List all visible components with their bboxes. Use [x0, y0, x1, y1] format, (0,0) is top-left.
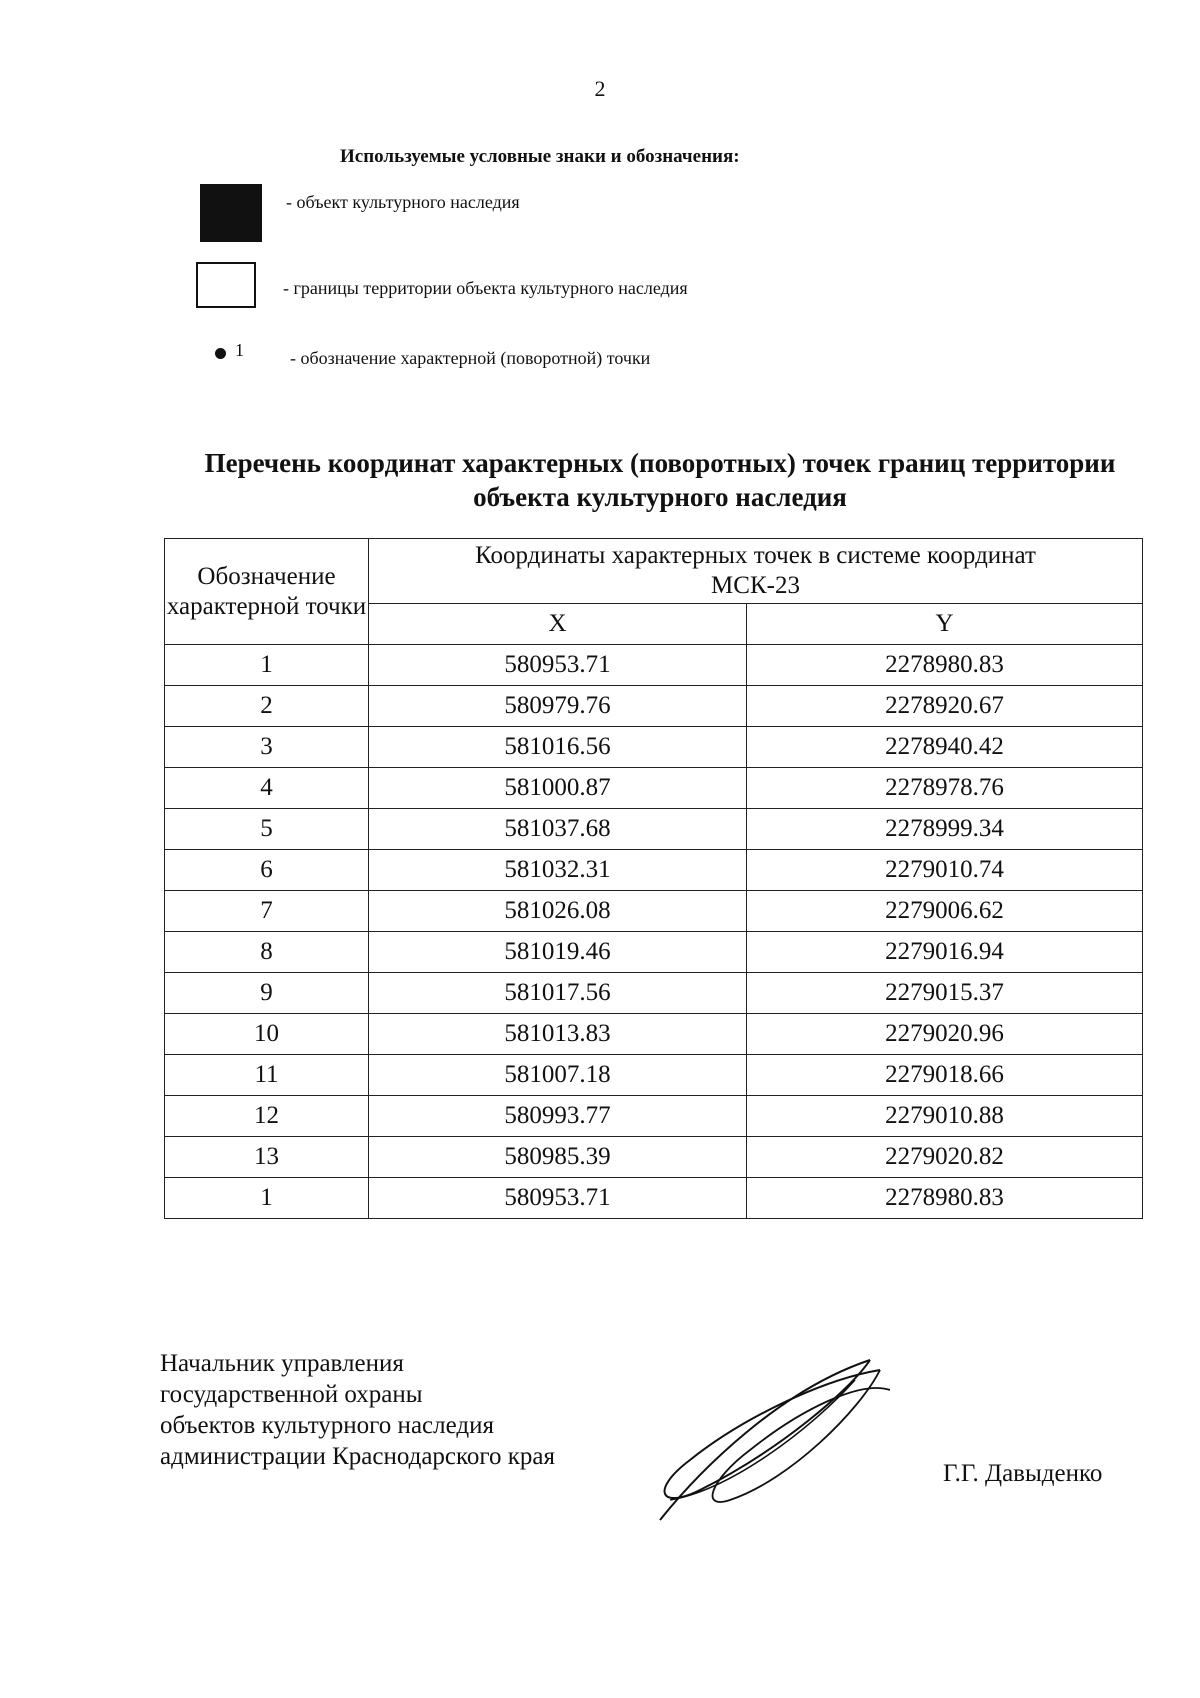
- table-body: [165, 645, 1143, 1219]
- signatory-position-line: Начальник управления: [160, 1350, 404, 1377]
- y-coordinate-cell: 2278940.42: [747, 727, 1143, 768]
- y-coordinate-cell: 2278980.83: [747, 1178, 1143, 1219]
- handwritten-signature: [640, 1350, 900, 1530]
- point-designation-cell: 13: [165, 1137, 369, 1178]
- y-coordinate-cell: 2278920.67: [747, 686, 1143, 727]
- table-header-row: [165, 539, 1143, 604]
- x-coordinate-cell: 581032.31: [369, 850, 747, 891]
- table-row: [165, 1096, 1143, 1137]
- y-coordinate-cell: 2278999.34: [747, 809, 1143, 850]
- table-title: [0, 446, 1200, 514]
- territory-boundary-symbol: [196, 262, 256, 308]
- point-designation-cell: 2: [165, 686, 369, 727]
- heritage-object-symbol: [200, 184, 262, 242]
- signatory-position-line: государственной охраны: [160, 1381, 423, 1408]
- point-designation-cell: 1: [165, 645, 369, 686]
- y-coordinate-cell: 2279015.37: [747, 973, 1143, 1014]
- point-designation-cell: 10: [165, 1014, 369, 1055]
- table-row: [165, 1014, 1143, 1055]
- table-row: [165, 932, 1143, 973]
- point-marker-label: 1: [235, 340, 244, 360]
- header-x: X: [369, 604, 747, 645]
- x-coordinate-cell: 581000.87: [369, 768, 747, 809]
- table-row: [165, 645, 1143, 686]
- point-dot-icon: [215, 348, 226, 359]
- legend-title: Используемые условные знаки и обозначения:: [340, 146, 740, 167]
- table-row: [165, 1137, 1143, 1178]
- x-coordinate-cell: 581019.46: [369, 932, 747, 973]
- y-coordinate-cell: 2278978.76: [747, 768, 1143, 809]
- table-row: [165, 850, 1143, 891]
- header-point-designation: Обозначение характерной точки: [165, 539, 369, 645]
- y-coordinate-cell: 2278980.83: [747, 645, 1143, 686]
- point-designation-cell: 12: [165, 1096, 369, 1137]
- point-designation-cell: 8: [165, 932, 369, 973]
- table-row: [165, 891, 1143, 932]
- table-title-line-1: Перечень координат характерных (поворотных) точек границ территории: [204, 448, 1116, 478]
- header-y: Y: [747, 604, 1143, 645]
- point-designation-cell: 11: [165, 1055, 369, 1096]
- point-designation-cell: 7: [165, 891, 369, 932]
- y-coordinate-cell: 2279016.94: [747, 932, 1143, 973]
- point-designation-cell: 3: [165, 727, 369, 768]
- x-coordinate-cell: 581026.08: [369, 891, 747, 932]
- point-designation-cell: 9: [165, 973, 369, 1014]
- y-coordinate-cell: 2279018.66: [747, 1055, 1143, 1096]
- signatory-position-line: объектов культурного наследия: [160, 1412, 494, 1439]
- table-row: [165, 809, 1143, 850]
- table-row: [165, 727, 1143, 768]
- point-designation-cell: 4: [165, 768, 369, 809]
- x-coordinate-cell: 580953.71: [369, 645, 747, 686]
- x-coordinate-cell: 580953.71: [369, 1178, 747, 1219]
- x-coordinate-cell: 580993.77: [369, 1096, 747, 1137]
- table-row: [165, 686, 1143, 727]
- coordinates-table: [164, 538, 1143, 1219]
- point-designation-cell: 6: [165, 850, 369, 891]
- signatory-position-line: администрации Краснодарского края: [160, 1443, 556, 1470]
- point-designation-cell: 5: [165, 809, 369, 850]
- y-coordinate-cell: 2279010.88: [747, 1096, 1143, 1137]
- table-title-line-2: объекта культурного наследия: [473, 482, 847, 512]
- signatory-name: Г.Г. Давыденко: [943, 1460, 1103, 1487]
- x-coordinate-cell: 580979.76: [369, 686, 747, 727]
- y-coordinate-cell: 2279020.82: [747, 1137, 1143, 1178]
- x-coordinate-cell: 581037.68: [369, 809, 747, 850]
- legend-item-text: - объект культурного наследия: [286, 192, 520, 212]
- x-coordinate-cell: 581017.56: [369, 973, 747, 1014]
- x-coordinate-cell: 580985.39: [369, 1137, 747, 1178]
- x-coordinate-cell: 581016.56: [369, 727, 747, 768]
- y-coordinate-cell: 2279020.96: [747, 1014, 1143, 1055]
- table-row: [165, 973, 1143, 1014]
- table-row: [165, 1055, 1143, 1096]
- point-designation-cell: 1: [165, 1178, 369, 1219]
- y-coordinate-cell: 2279006.62: [747, 891, 1143, 932]
- table-row: [165, 768, 1143, 809]
- header-coordinates: Координаты характерных точек в системе координат МСК-23: [369, 539, 1143, 604]
- x-coordinate-cell: 581007.18: [369, 1055, 747, 1096]
- legend-item-text: - обозначение характерной (поворотной) точки: [290, 348, 651, 368]
- y-coordinate-cell: 2279010.74: [747, 850, 1143, 891]
- x-coordinate-cell: 581013.83: [369, 1014, 747, 1055]
- legend-item-text: - границы территории объекта культурного наследия: [283, 278, 688, 298]
- signatory-position: [160, 1348, 555, 1472]
- page-number: 2: [594, 76, 606, 101]
- table-row: [165, 1178, 1143, 1219]
